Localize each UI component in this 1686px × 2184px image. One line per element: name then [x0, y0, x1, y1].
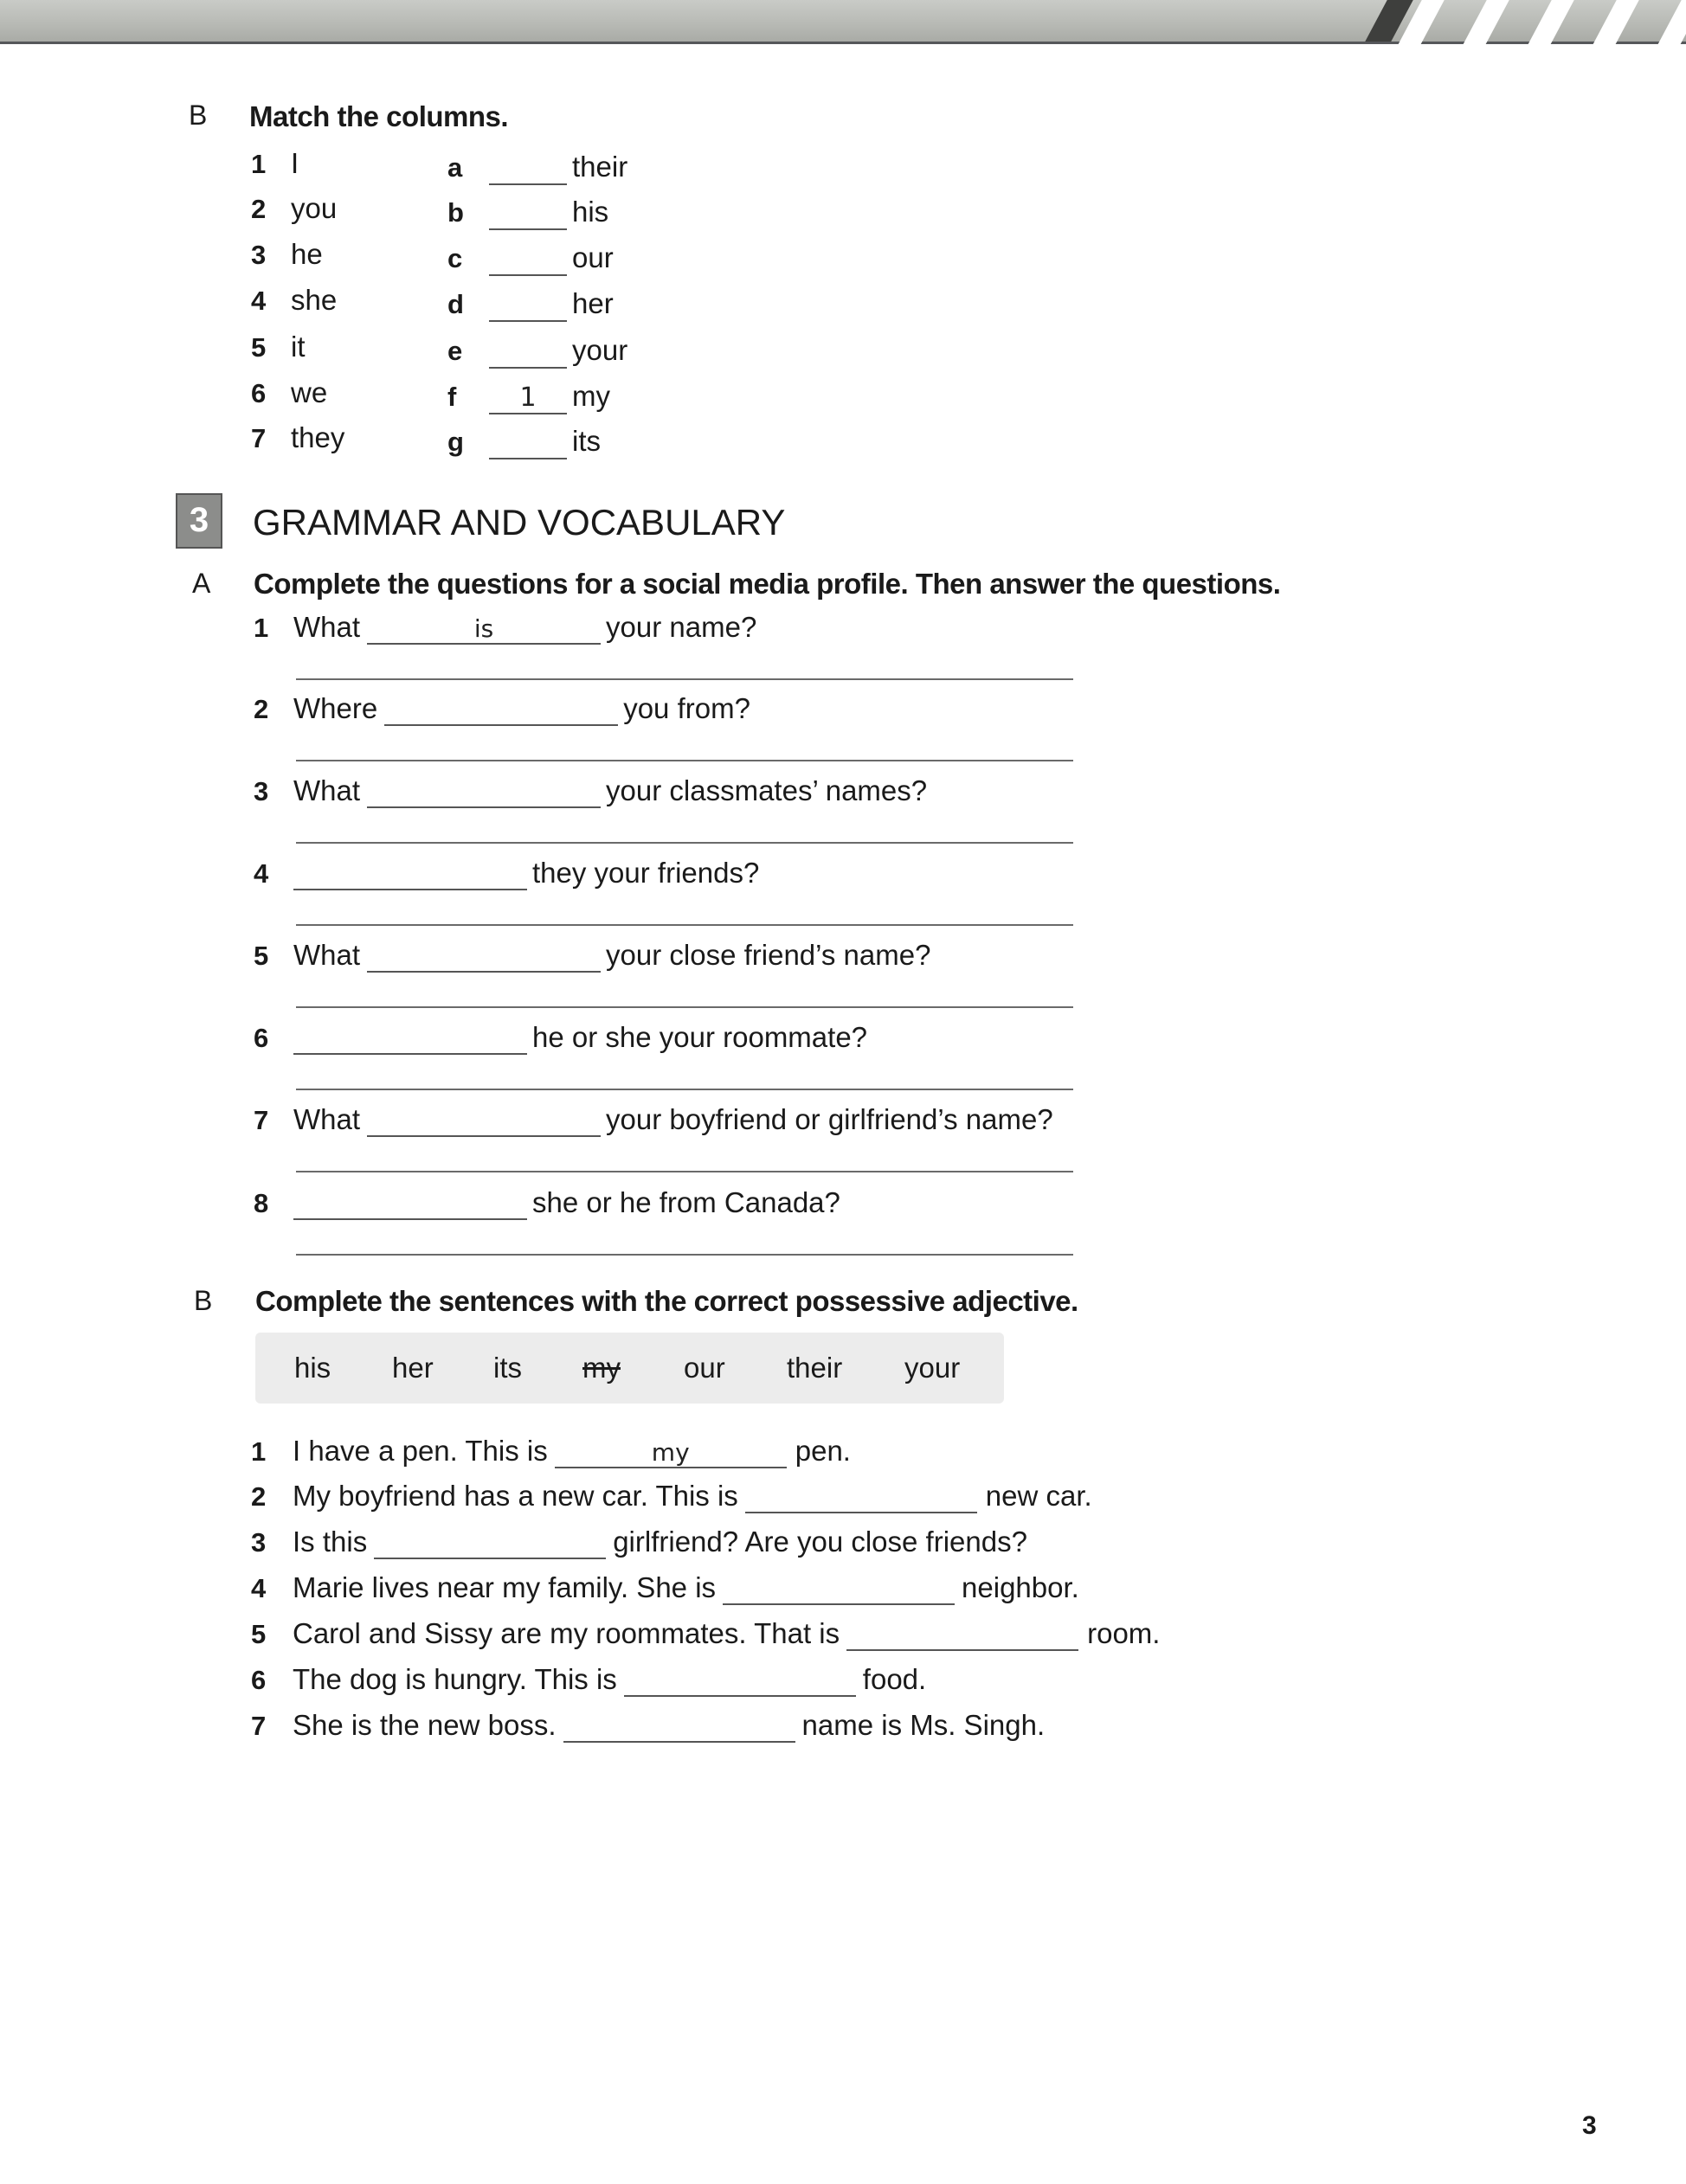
sentence-prefix: Is this	[293, 1526, 368, 1558]
sentence-number: 7	[251, 1711, 267, 1741]
header-stripe	[1657, 0, 1686, 45]
item-word: I	[291, 147, 299, 179]
match-right-item	[447, 241, 614, 276]
word-bank-item: her	[392, 1352, 434, 1384]
sentence-blank[interactable]	[745, 1483, 977, 1513]
sentence-item	[251, 1617, 1160, 1651]
section-title: GRAMMAR AND VOCABULARY	[253, 502, 786, 543]
item-word: they	[291, 421, 345, 453]
word-bank-item: your	[904, 1352, 961, 1384]
question-number: 1	[254, 613, 269, 643]
question-number: 6	[254, 1023, 269, 1053]
sentence-blank[interactable]	[374, 1529, 606, 1559]
exercise-instruction: Complete the sentences with the correct possessive adjective.	[255, 1285, 1078, 1317]
word-bank-item: his	[294, 1352, 331, 1384]
question-suffix: he or she your roommate?	[532, 1021, 868, 1053]
sentence-number: 1	[251, 1436, 267, 1467]
item-number: 1	[251, 149, 267, 179]
sentence-suffix: food.	[862, 1663, 927, 1695]
word-bank	[255, 1333, 1004, 1404]
sentence-suffix: girlfriend? Are you close friends?	[613, 1526, 1027, 1558]
question-suffix: she or he from Canada?	[532, 1186, 840, 1218]
exercise-letter: B	[194, 1285, 213, 1316]
sentence-blank[interactable]: my	[555, 1438, 787, 1468]
match-right-item	[447, 334, 627, 369]
sentence-blank[interactable]	[563, 1712, 795, 1743]
item-number: 4	[251, 286, 267, 316]
question-number: 5	[254, 941, 269, 971]
item-letter: d	[447, 289, 464, 319]
answer-line[interactable]	[296, 924, 1073, 926]
exercise-letter: A	[192, 568, 211, 599]
section-number-badge: 3	[176, 493, 222, 549]
item-word: your	[572, 334, 628, 366]
item-word: you	[291, 192, 338, 224]
question-number: 4	[254, 858, 269, 889]
match-left-item	[251, 284, 337, 317]
word-bank-item: its	[493, 1352, 522, 1384]
question-blank[interactable]: is	[367, 614, 601, 645]
word-bank-item: my	[582, 1352, 621, 1384]
sentence-prefix: Marie lives near my family. She is	[293, 1571, 717, 1603]
match-right-item	[447, 196, 608, 230]
match-left-item	[251, 238, 323, 271]
item-word: we	[291, 376, 328, 408]
question-blank[interactable]	[367, 1107, 601, 1137]
question-suffix: your boyfriend or girlfriend’s name?	[606, 1103, 1053, 1135]
question-item	[254, 774, 927, 808]
question-blank[interactable]	[367, 778, 601, 808]
sentence-suffix: new car.	[985, 1480, 1092, 1512]
answer-line[interactable]	[296, 1171, 1073, 1172]
match-answer-blank[interactable]	[489, 153, 567, 185]
question-number: 8	[254, 1188, 269, 1218]
question-number: 2	[254, 694, 269, 724]
item-word: his	[572, 196, 609, 228]
question-item	[254, 939, 930, 973]
question-prefix: What	[293, 774, 361, 806]
sentence-number: 2	[251, 1481, 267, 1512]
item-number: 6	[251, 378, 267, 408]
sentence-item	[251, 1571, 1079, 1605]
question-prefix: Where	[293, 692, 378, 724]
item-number: 7	[251, 423, 267, 453]
item-number: 2	[251, 194, 267, 224]
sentence-prefix: I have a pen. This is	[293, 1435, 548, 1467]
question-prefix: What	[293, 1103, 361, 1135]
match-left-item	[251, 331, 306, 363]
page-number: 3	[1582, 2111, 1597, 2140]
item-letter: e	[447, 336, 463, 366]
item-word: it	[291, 331, 306, 363]
sentence-item	[251, 1663, 926, 1697]
sentence-suffix: room.	[1087, 1617, 1161, 1649]
item-letter: g	[447, 427, 464, 457]
item-letter: c	[447, 243, 463, 273]
question-item	[254, 611, 756, 645]
match-left-item	[251, 376, 327, 409]
match-right-item	[447, 425, 601, 459]
question-number: 7	[254, 1105, 269, 1135]
question-blank[interactable]	[384, 696, 618, 726]
match-right-item	[447, 380, 610, 414]
sentence-number: 6	[251, 1665, 267, 1695]
question-blank[interactable]	[293, 1025, 527, 1055]
match-answer-blank[interactable]	[489, 427, 567, 459]
question-prefix: What	[293, 611, 361, 643]
item-word: its	[572, 425, 601, 457]
exercise-letter: B	[189, 100, 208, 131]
question-suffix: you from?	[623, 692, 750, 724]
header-stripe	[1593, 0, 1641, 45]
match-left-item	[251, 192, 337, 225]
question-blank[interactable]	[293, 860, 527, 890]
match-answer-blank[interactable]	[489, 244, 567, 276]
sentence-item	[251, 1526, 1027, 1559]
sentence-number: 3	[251, 1527, 267, 1558]
item-letter: a	[447, 152, 463, 183]
header-stripe	[1463, 0, 1511, 45]
sentence-blank[interactable]	[624, 1667, 856, 1697]
header-stripe	[1528, 0, 1576, 45]
answer-line[interactable]	[296, 1006, 1073, 1008]
answer-line[interactable]	[296, 760, 1073, 761]
exercise-instruction: Complete the questions for a social media profile. Then answer the questions.	[254, 568, 1281, 600]
match-answer-blank[interactable]	[489, 337, 567, 369]
match-answer-blank[interactable]	[489, 290, 567, 322]
sentence-number: 5	[251, 1619, 267, 1649]
item-word: he	[291, 238, 323, 270]
match-right-item	[447, 287, 614, 322]
question-item	[254, 1186, 840, 1220]
sentence-suffix: name is Ms. Singh.	[801, 1709, 1046, 1741]
answer-line[interactable]	[296, 678, 1073, 680]
sentence-suffix: neighbor.	[962, 1571, 1079, 1603]
question-number: 3	[254, 776, 269, 806]
sentence-prefix: Carol and Sissy are my roommates. That is	[293, 1617, 840, 1649]
question-item	[254, 1103, 1053, 1137]
page-header-band	[0, 0, 1686, 44]
item-word: she	[291, 284, 338, 316]
item-word: their	[572, 151, 628, 183]
question-suffix: your classmates’ names?	[606, 774, 928, 806]
match-left-item	[251, 421, 344, 454]
sentence-number: 4	[251, 1573, 267, 1603]
question-blank[interactable]	[293, 1190, 527, 1220]
item-number: 5	[251, 332, 267, 363]
sentence-suffix: pen.	[795, 1435, 851, 1467]
question-prefix: What	[293, 939, 361, 971]
match-right-item	[447, 151, 627, 185]
sentence-blank[interactable]	[846, 1621, 1078, 1651]
sentence-prefix: The dog is hungry. This is	[293, 1663, 617, 1695]
answer-line[interactable]	[296, 842, 1073, 844]
sentence-item	[251, 1435, 851, 1468]
answer-line[interactable]	[296, 1089, 1073, 1090]
sentence-prefix: My boyfriend has a new car. This is	[293, 1480, 738, 1512]
item-number: 3	[251, 240, 267, 270]
question-blank[interactable]	[367, 942, 601, 973]
sentence-prefix: She is the new boss.	[293, 1709, 557, 1741]
exercise-instruction: Match the columns.	[249, 100, 509, 132]
question-item	[254, 857, 759, 890]
match-answer-blank[interactable]	[489, 198, 567, 230]
sentence-item	[251, 1709, 1045, 1743]
question-suffix: they your friends?	[532, 857, 760, 889]
question-suffix: your name?	[606, 611, 757, 643]
word-bank-item: their	[787, 1352, 843, 1384]
question-item	[254, 692, 750, 726]
item-word: our	[572, 241, 614, 273]
word-bank-item: our	[684, 1352, 725, 1384]
item-letter: f	[447, 382, 457, 412]
question-item	[254, 1021, 867, 1055]
item-word: my	[572, 380, 610, 412]
question-suffix: your close friend’s name?	[606, 939, 931, 971]
match-left-item	[251, 147, 299, 180]
item-word: her	[572, 287, 614, 319]
answer-line[interactable]	[296, 1254, 1073, 1256]
match-answer-blank[interactable]: 1	[489, 382, 567, 414]
sentence-blank[interactable]	[723, 1575, 955, 1605]
sentence-item	[251, 1480, 1092, 1513]
item-letter: b	[447, 197, 464, 228]
